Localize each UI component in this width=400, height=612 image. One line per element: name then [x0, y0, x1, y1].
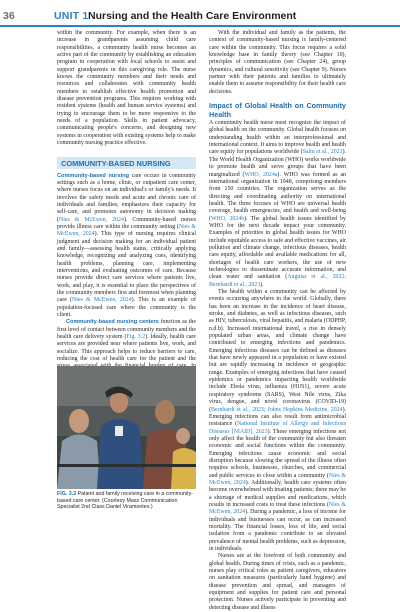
citation-link[interactable]: Nies & McEwen, 2024: [72, 297, 132, 304]
text-run: care occurs in community settings such as a home, clinic, or outpatient care center, where nurses focus on an individual's or family's needs. It involves the safety needs and acute and chronic care of individuals and families, emphasizes their capacity for self-care, and promotes autonomy in decision making (: [57, 172, 196, 223]
citation-link[interactable]: Anguiar et al., 2022; Bernhardt et al., 2023: [209, 274, 346, 288]
text-run: ). Community-based nurses provide illness care within the community setting (: [57, 216, 196, 230]
text-run: A community health nurse must recognize the impact of global health on the community. Global health focuses on understanding health within an interprofessional and international context. It aims to improve health and health care equity for populations worldwide (: [209, 120, 346, 156]
text-run: ). This is an example of population-focused care where the community is the client.: [57, 297, 196, 319]
photo-illustration: [57, 366, 196, 489]
left-column: [57, 30, 196, 415]
citation-link[interactable]: National Institute of Allergy and Infectious Diseases [NIAID], 2023: [209, 421, 346, 435]
caption-text: Patient and family receiving care in a community-based care center. (Courtesy Mass Communication Specialist 2nd Class Daniel Viramontes.): [57, 491, 194, 510]
citation-link[interactable]: Nies & McEwen, 2024: [209, 501, 346, 516]
figure-photo: [57, 366, 196, 489]
text-run: ). During a pandemic, a loss of income for individuals and businesses can occur, as can increased mortality. The financial losses, loss of life, and social isolation from a pandemic contribute to an elevated prevalence of mental health problems, such as depression, in individuals.: [209, 509, 346, 553]
left-paragraph-2: [57, 173, 196, 320]
text-run: ). These emerging infections not only affect the health of the community but also threaten economic and social functions within the community. Emerging infections cause economic and social disruption because slowing the spread of the illness often requires schools, businesses, churches, and commercial and public services to close within a community (: [209, 428, 347, 479]
citation-link[interactable]: WHO, 2024b: [210, 215, 245, 222]
header-rule: [0, 25, 400, 27]
unit-title: Nursing and the Health Care Environment: [88, 10, 297, 22]
text-run: ). The global health issues identified by WHO for the next decade impact your community. Examples of priorities in global health issues for WHO include equitable access to safe and effective vaccines, air pollution and climate change, infectious diseases, health care equity, affordable and available medications for all, shortages of health care workers, the use of new technologies to disseminate accurate information, and clean water and sanitation (: [209, 215, 346, 281]
right-paragraph-1: With the individual and family as the patients, the context of community-based nursing is family-centered care within the community. This focus requires a solid knowledge base in family theory (see Chapter 10), principles of communication (see Chapter 24), group dynamics, and cultural sensitivity (see Chapter 9). Nurses partner with their patients and families to ultimately enable them to assume responsibility for their health care decisions.: [209, 30, 346, 95]
text-run: ).: [260, 281, 264, 288]
citation-link[interactable]: Nies & McEwen, 2024: [209, 472, 346, 486]
right-column: [209, 30, 346, 612]
left-paragraph-1: within the community. For example, when there is an increase in grandparents assuming child care responsibilities, a community health nurse becomes an active part of the community by establishing an education program in cooperation with local schools to assist and support grandparents in this caregiving role. The nurse knows the community members and their needs and resources and collaborates with community health members to establish effective health promotion and disease prevention programs. This requires working with resident systems (health and human service systems) and trying to encourage them to be more responsive to the needs of a population. Skills in patient advocacy, communicating people's concerns, and designing new systems in cooperation with existing systems help to make community nursing practice effective.: [57, 30, 196, 147]
text-run: ). Additionally, health care systems often become overwhelmed with treating patients; there may be a shortage of medical supplies and medications, which results in increased costs to treat these infections (: [209, 479, 346, 508]
key-term: Community-based nursing centers: [66, 319, 159, 326]
text-run: ). This type of nursing requires clinical judgment and decision making for an individual patient and family—assessing health status, critically applying knowledge, recognizing and analyzing cues, identifying health problems, planning care, implementing interventions, and evaluating outcomes of care. Because nurses provide direct care services where patients live, work, and play, it is essential to place the perspectives of the community members first and foremost when planning care (: [57, 231, 196, 304]
figure-label: FIG. 3.2: [57, 491, 77, 497]
citation-link[interactable]: Nies & McEwen, 2024: [58, 216, 124, 223]
running-header: [0, 8, 400, 30]
text-run: ). WHO was formed as an international organization in 1948, comprising members from 150 countries. The organization serves as the directing and coordinating authority on international health. The three focuses of WHO are universal health coverage, health emergencies, and health and well-being (: [209, 171, 346, 222]
section-heading-community-based-nursing: COMMUNITY-BASED NURSING: [57, 157, 196, 169]
text-run: ). Emerging infections can also result from antimicrobial resistance (: [209, 406, 346, 428]
text-run: The health within a community can be affected by events occurring anywhere in the world. Globally, there has been an increase in the incidence of heart disease, stroke, and diabetes, as well as infectious diseases, such as HIV, tuberculosis, viral hepatitis, and malaria (ODPHP, n.d.b). Increased international travel, a rise in densely populated urban areas, and climate change have contributed to emerging infections and pandemics. Emerging infectious diseases can be defined as diseases that have newly appeared in a population or have existed but are rapidly increasing in incidence or geographic range. Examples of emerging infections that have caused epidemics or pandemics impacting health worldwide include Ebola virus, influenza (H1N1), severe acute respiratory syndrome (SARS), West Nile virus, Zika virus, dengue, and novel coronavirus (COVID-19) (: [209, 289, 346, 413]
citation-link[interactable]: Nies & McEwen, 2024: [57, 223, 196, 238]
text-run: ). Ideally, health care services are provided near where patients live, work, and socialize. This approach helps to reduce barriers to care, reducing the cost of health care for the patient and the: [57, 334, 197, 363]
unit-label: UNIT 1: [54, 10, 89, 22]
right-paragraph-2: [209, 120, 346, 289]
figure-caption: [57, 491, 196, 511]
page-number: 36: [3, 10, 15, 22]
figure-reference-link[interactable]: Fig. 3.2: [126, 334, 146, 341]
right-paragraph-4: Nurses are at the forefront of both community and global health. During times of crisis, such as a pandemic, nurses play critical roles as patient caregivers, educators on sanitation measures (particularly hand hygiene) and disease prevention and spread, and managers of equipment and supplies for patient care and personal protection. Nurses actively participate in preventing and detecting disease and illness: [209, 553, 346, 611]
text-run: ). The World Health Organization (WHO) works worldwide to promote health and serve groups that have been marginalized (: [209, 149, 346, 178]
citation-link[interactable]: Salm et al., 2021: [302, 149, 343, 156]
citation-link[interactable]: Bernhardt et al., 2023; Johns Hopkins Medicine, 2024: [210, 406, 343, 413]
key-term: Community-based nursing: [57, 172, 129, 179]
text-run: function as the first level of contact between community members and the health care delivery system (: [57, 319, 196, 341]
right-paragraph-3: [209, 289, 346, 553]
section-heading-global-health: Impact of Global Health on Community Health: [209, 101, 346, 120]
citation-link[interactable]: WHO, 2024a: [244, 171, 278, 178]
